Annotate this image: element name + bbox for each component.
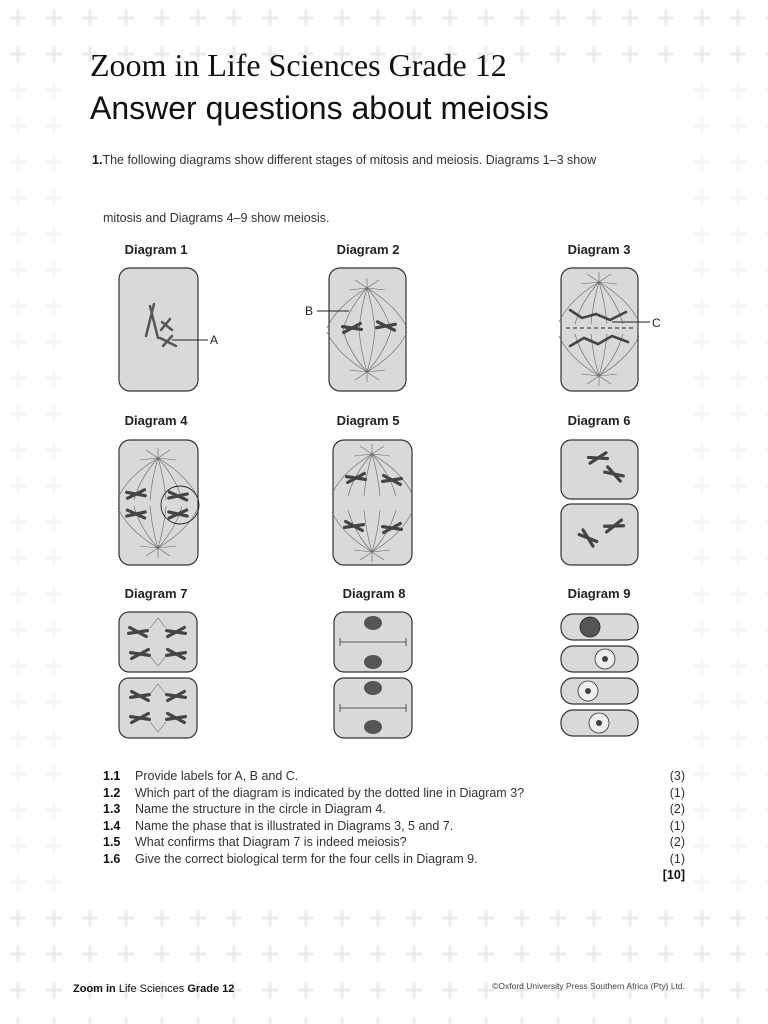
subquestion-1-5 — [103, 835, 685, 852]
question-number: 1. — [92, 153, 103, 167]
subquestion-marks: (1) — [669, 852, 685, 866]
subquestion-number: 1.6 — [103, 852, 121, 866]
diagram-3-cell — [559, 268, 650, 391]
diagram-5-label: Diagram 5 — [336, 413, 400, 428]
diagram-1-label: Diagram 1 — [124, 242, 188, 257]
callout-a: A — [210, 333, 219, 347]
subquestion-marks: (1) — [669, 786, 685, 800]
footer-book-title — [73, 983, 234, 995]
diagram-1-cell — [119, 268, 208, 391]
subquestion-1-1 — [103, 769, 685, 786]
subquestion-number: 1.2 — [103, 786, 121, 800]
subquestion-marks: (2) — [669, 802, 685, 816]
diagram-8-cell-bottom — [334, 678, 412, 738]
diagram-2-label: Diagram 2 — [336, 242, 400, 257]
subquestion-marks: (3) — [669, 769, 685, 783]
footer-book-title-grade: Grade 12 — [184, 983, 235, 995]
diagram-6-cell-bottom — [561, 504, 638, 565]
subquestion-1-4 — [103, 819, 685, 836]
question-intro-line1: The following diagrams show different stages of mitosis and meiosis. Diagrams 1–3 show — [102, 153, 597, 167]
diagram-4-label: Diagram 4 — [124, 413, 188, 428]
diagram-6-label: Diagram 6 — [567, 413, 631, 428]
diagram-8-cell-top — [334, 612, 412, 672]
subquestion-number: 1.5 — [103, 835, 121, 849]
subquestion-text: Provide labels for A, B and C. — [135, 769, 299, 783]
diagram-9-label: Diagram 9 — [567, 586, 631, 601]
total-marks: [10] — [662, 868, 685, 882]
subquestion-text: Name the structure in the circle in Diagram 4. — [135, 802, 386, 816]
diagram-7-label: Diagram 7 — [124, 586, 188, 601]
subquestion-1-6 — [103, 852, 685, 869]
footer-book-title-rest: Life Sciences — [118, 983, 185, 995]
subquestion-text: Give the correct biological term for the four cells in Diagram 9. — [135, 852, 478, 866]
subquestion-number: 1.4 — [103, 819, 121, 833]
subquestion-marks: (1) — [669, 819, 685, 833]
page-subtitle: Answer questions about meiosis — [90, 90, 549, 126]
subquestion-marks: (2) — [669, 835, 685, 849]
footer-book-title-bold: Zoom in — [73, 983, 119, 995]
subquestion-number: 1.3 — [103, 802, 121, 816]
subquestion-1-3 — [103, 802, 685, 819]
footer-copyright: ©Oxford University Press Southern Africa (Pty) Ltd. — [492, 981, 685, 991]
callout-c: C — [652, 316, 661, 330]
subquestion-number: 1.1 — [103, 769, 121, 783]
diagram-2-cell — [317, 268, 407, 391]
callout-b: B — [305, 304, 314, 318]
diagram-6-cell-top — [561, 440, 638, 499]
subquestion-1-2 — [103, 786, 685, 803]
diagram-7-cell-bottom — [119, 678, 197, 738]
subquestion-text: What confirms that Diagram 7 is indeed meiosis? — [135, 835, 407, 849]
diagram-3-label: Diagram 3 — [567, 242, 631, 257]
diagram-9-cells — [561, 614, 638, 736]
diagram-4-cell — [118, 440, 199, 565]
subquestion-text: Name the phase that is illustrated in Diagrams 3, 5 and 7. — [135, 819, 454, 833]
diagram-8-label: Diagram 8 — [342, 586, 406, 601]
question-intro-line2: mitosis and Diagrams 4–9 show meiosis. — [103, 211, 330, 225]
diagram-5-cell — [332, 440, 412, 565]
subquestion-text: Which part of the diagram is indicated by the dotted line in Diagram 3? — [135, 786, 525, 800]
page-title: Zoom in Life Sciences Grade 12 — [90, 47, 507, 83]
diagram-7-cell-top — [119, 612, 197, 672]
